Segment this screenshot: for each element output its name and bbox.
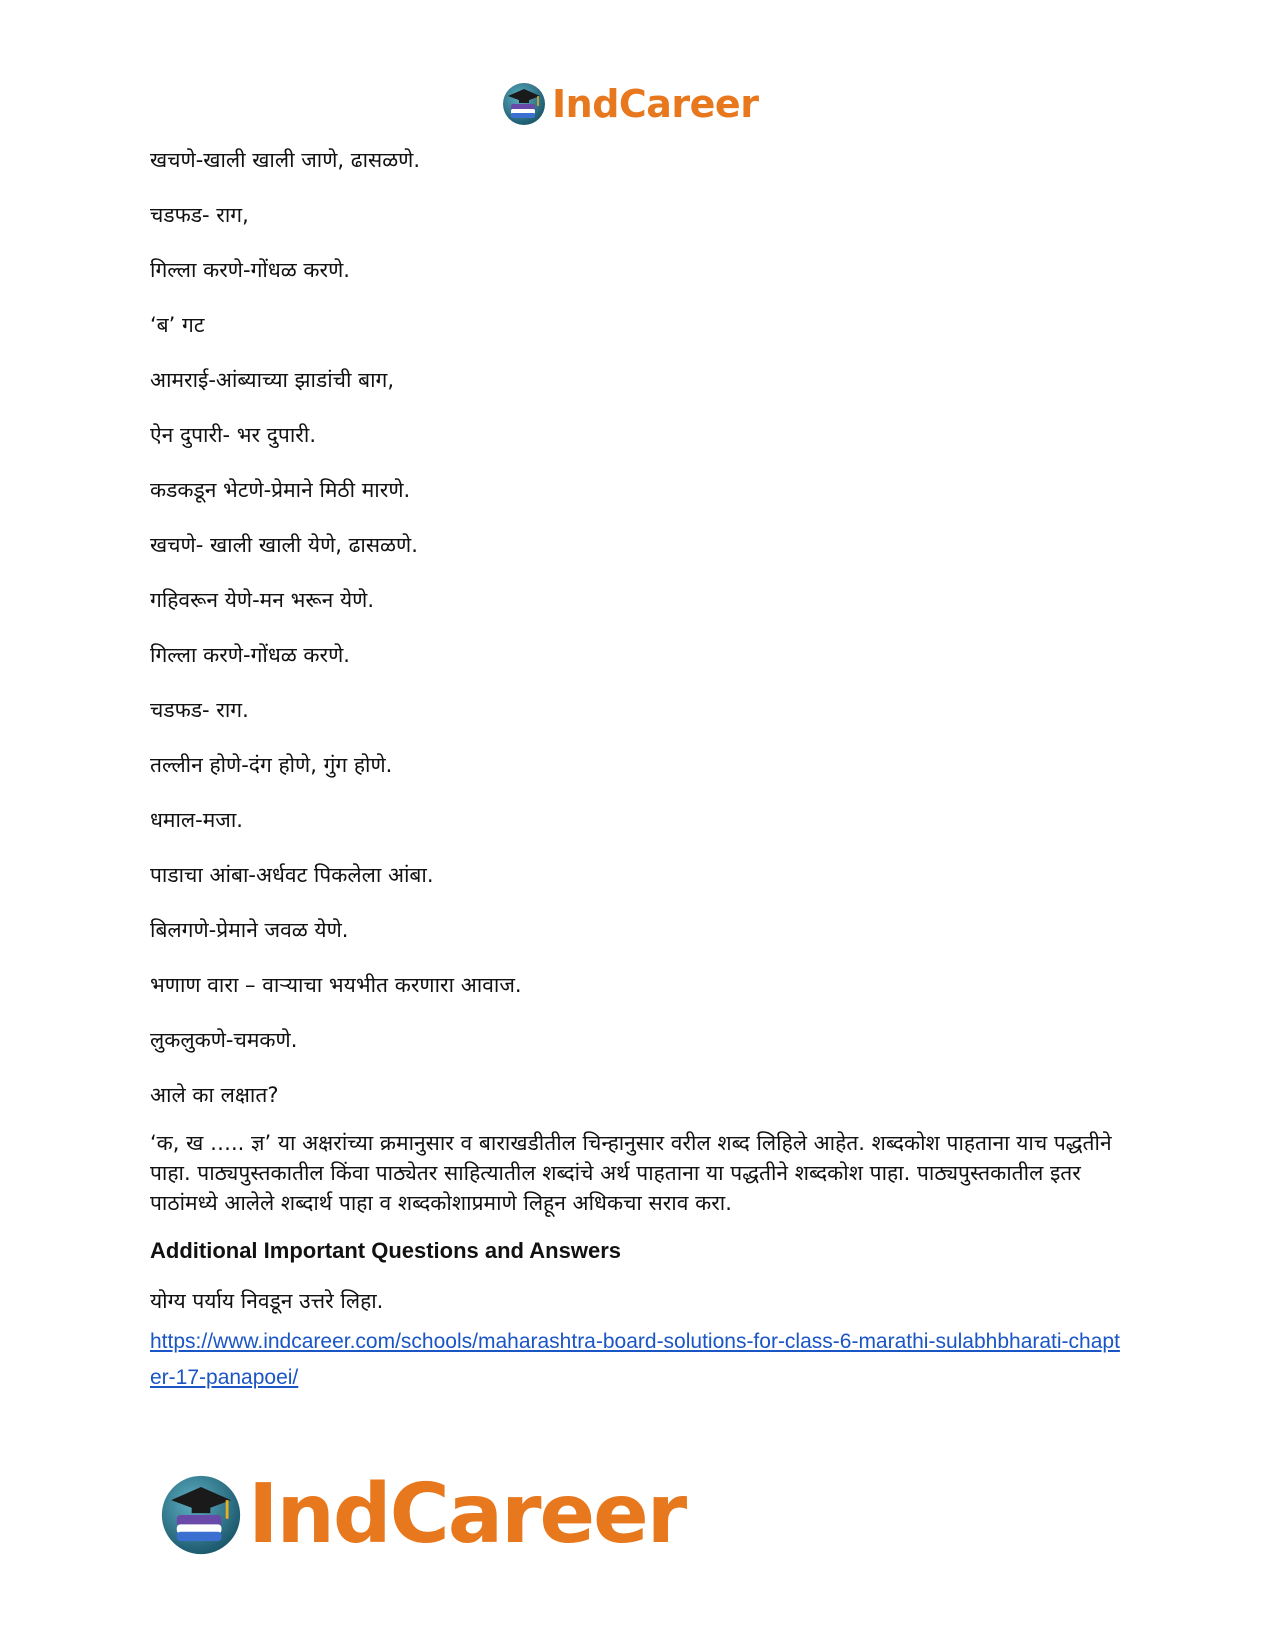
explanation-paragraph: ‘क, ख ….. ज्ञ’ या अक्षरांच्या क्रमानुसार व बाराखडीतील चिन्हानुसार वरील शब्द लिहिले आहेत. शब्दकोश पाहताना याच पद्धतीने पाहा. पाठ्यपुस्तकातील किंवा पाठ्येतर साहित्यातील शब्दांचे अर्थ पाहताना या पद्धतीने शब्दकोश पाहा. पाठ्यपुस्तकातील इतर पाठांमध्ये आलेले शब्दार्थ पाहा व शब्दकोशाप्रमाणे लिहून अधिकचा सराव करा. xyxy=(150,1131,1112,1215)
header-logo xyxy=(502,80,758,128)
word-meaning-line: बिलगणे-प्रेमाने जवळ येणे. xyxy=(150,918,349,942)
source-link[interactable]: https://www.indcareer.com/schools/maharashtra-board-solutions-for-class-6-marathi-sulabhbharati-chapter-17-panapoei/ xyxy=(150,1330,1120,1389)
footer-logo xyxy=(160,1467,686,1562)
word-meaning-line: गिल्ला करणे-गोंधळ करणे. xyxy=(150,643,350,667)
section-heading: Additional Important Questions and Answers xyxy=(150,1238,622,1263)
graduation-book-icon xyxy=(502,82,546,126)
word-meaning-line: चडफड- राग, xyxy=(150,203,249,227)
group-heading: ‘ब’ गट xyxy=(150,313,205,337)
word-meaning-line: धमाल-मजा. xyxy=(150,808,243,832)
word-meaning-line: आमराई-आंब्याच्या झाडांची बाग, xyxy=(150,368,395,392)
logo-wordmark: IndCareer xyxy=(248,1467,686,1562)
word-meaning-line: खचणे- खाली खाली येणे, ढासळणे. xyxy=(150,533,418,557)
word-meaning-line: लुकलुकणे-चमकणे. xyxy=(150,1028,298,1052)
word-meaning-line: भणाण वारा – वाऱ्याचा भयभीत करणारा आवाज. xyxy=(150,973,522,997)
word-meaning-line: पाडाचा आंबा-अर्धवट पिकलेला आंबा. xyxy=(150,863,434,887)
main-content xyxy=(150,145,1125,1396)
word-meaning-line: गिल्ला करणे-गोंधळ करणे. xyxy=(150,258,350,282)
word-meaning-line: खचणे-खाली खाली जाणे, ढासळणे. xyxy=(150,148,421,172)
instruction-text: योग्य पर्याय निवडून उत्तरे लिहा. xyxy=(150,1289,384,1313)
graduation-book-icon xyxy=(160,1474,242,1556)
notice-heading: आले का लक्षात? xyxy=(150,1083,279,1107)
word-meaning-line: चडफड- राग. xyxy=(150,698,249,722)
word-meaning-line: गहिवरून येणे-मन भरून येणे. xyxy=(150,588,375,612)
word-meaning-line: कडकडून भेटणे-प्रेमाने मिठी मारणे. xyxy=(150,478,411,502)
word-meaning-line: ऐन दुपारी- भर दुपारी. xyxy=(150,423,316,447)
word-meaning-line: तल्लीन होणे-दंग होणे, गुंग होणे. xyxy=(150,753,393,777)
logo-wordmark: IndCareer xyxy=(552,82,759,126)
